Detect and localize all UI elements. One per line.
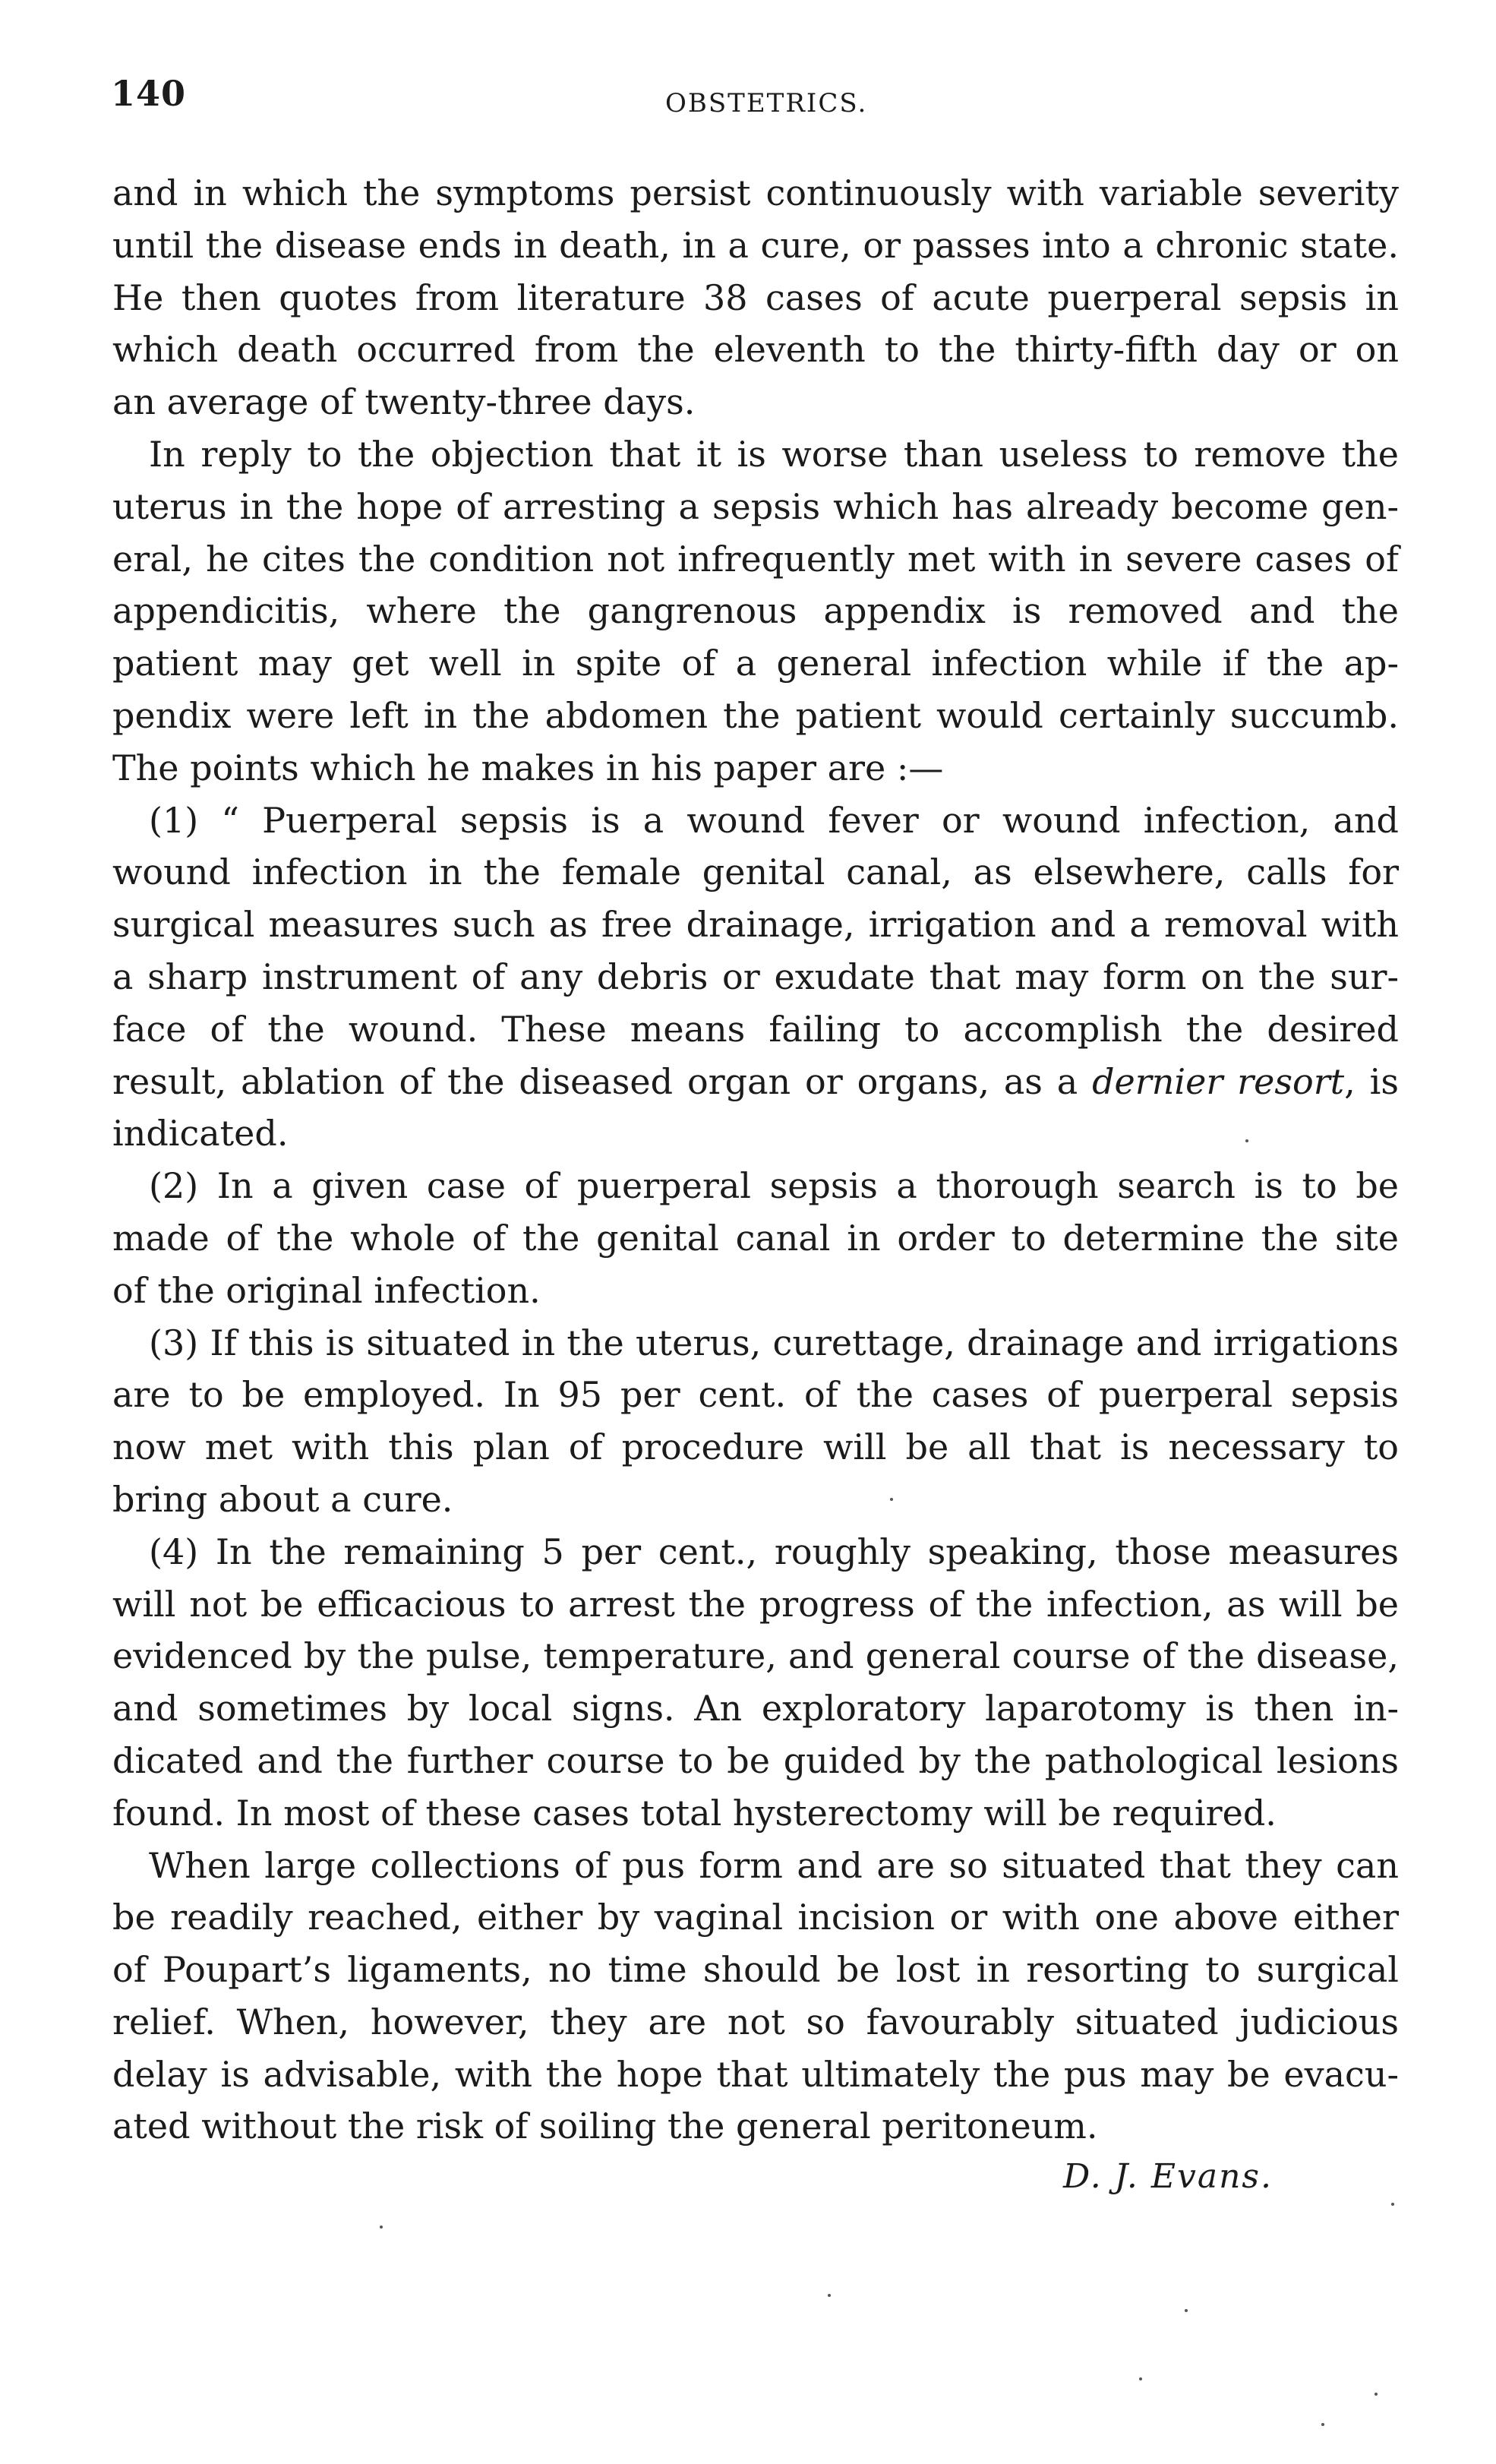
speck	[890, 1498, 893, 1501]
text-line: an average of twenty-three days.	[112, 381, 696, 423]
text-line: wound infection in the female genital canal, as elsewhere, calls for	[112, 851, 1399, 893]
text-line: of the original infection.	[112, 1269, 541, 1311]
body-text	[112, 167, 1399, 2153]
text-line: surgical measures such as free drainage, irrigation and a removal with	[112, 904, 1399, 946]
text-line: (1) “ Puerperal sepsis is a wound fever or wound infection, and	[149, 799, 1399, 841]
page-number: 140	[111, 73, 187, 114]
text-line: be readily reached, either by vaginal incision or with one above either	[112, 1897, 1399, 1938]
text-line: bring about a cure.	[112, 1478, 453, 1520]
speck	[380, 2225, 383, 2229]
text-line: He then quotes from literature 38 cases of acute puerperal sepsis in	[112, 276, 1399, 318]
text-line: When large collections of pus form and are so situated that they can	[149, 1844, 1399, 1886]
text-line: eral, he cites the condition not infrequently met with in severe cases of	[112, 538, 1399, 580]
speck	[1139, 2377, 1142, 2380]
text-line: evidenced by the pulse, temperature, and general course of the disease,	[112, 1635, 1399, 1677]
speck	[1245, 1139, 1248, 1142]
text-line: delay is advisable, with the hope that ultimately the pus may be evacu-	[112, 2053, 1399, 2095]
text-line: of Poupart’s ligaments, no time should be lost in resorting to surgical	[112, 1949, 1399, 1991]
text-line: a sharp instrument of any debris or exudate that may form on the sur-	[112, 956, 1399, 997]
text-line: result, ablation of the diseased organ or organs, as a dernier resort, is	[112, 1060, 1399, 1102]
speck	[1374, 2393, 1378, 2396]
text-line: are to be employed. In 95 per cent. of the cases of puerperal sepsis	[112, 1374, 1399, 1416]
text-line: ated without the risk of soiling the general peritoneum.	[112, 2105, 1098, 2147]
speck	[1321, 2423, 1324, 2426]
text-line: indicated.	[112, 1113, 289, 1155]
text-line: (4) In the remaining 5 per cent., roughly speaking, those measures	[149, 1531, 1399, 1572]
text-line: pendix were left in the abdomen the patient would certainly succumb.	[112, 694, 1399, 736]
text-line: and in which the symptoms persist continuously with variable severity	[112, 172, 1399, 213]
speck	[1391, 2203, 1394, 2206]
text-line: (2) In a given case of puerperal sepsis a thorough search is to be	[149, 1165, 1399, 1207]
text-line: face of the wound. These means failing to accomplish the desired	[112, 1008, 1399, 1050]
text-line: made of the whole of the genital canal in order to determine the site	[112, 1217, 1399, 1259]
running-title: OBSTETRICS.	[665, 88, 868, 118]
speck	[1185, 2309, 1188, 2312]
speck	[828, 2294, 831, 2297]
text-line: until the disease ends in death, in a cure, or passes into a chronic state.	[112, 224, 1399, 266]
text-line: relief. When, however, they are not so favourably situated judicious	[112, 2001, 1399, 2042]
text-line: will not be efficacious to arrest the progress of the infection, as will be	[112, 1583, 1399, 1625]
text-line: which death occurred from the eleventh to the thirty-fifth day or on	[112, 329, 1399, 371]
text-line: In reply to the objection that it is worse than useless to remove the	[149, 433, 1399, 475]
author-signature: D. J. Evans.	[1063, 2157, 1273, 2196]
text-line: and sometimes by local signs. An exploratory laparotomy is then in-	[112, 1688, 1399, 1730]
text-line: now met with this plan of procedure will be all that is necessary to	[112, 1426, 1399, 1468]
text-line: uterus in the hope of arresting a sepsis which has already become gen-	[112, 485, 1399, 527]
running-header	[111, 73, 1402, 126]
italic-phrase: dernier resort	[1092, 1060, 1345, 1102]
text-line: dicated and the further course to be guided by the pathological lesions	[112, 1739, 1399, 1781]
text-line: patient may get well in spite of a general infection while if the ap-	[112, 643, 1399, 684]
text-line: found. In most of these cases total hysterectomy will be required.	[112, 1792, 1277, 1834]
text-line: (3) If this is situated in the uterus, curettage, drainage and irrigations	[149, 1322, 1399, 1363]
text-line: The points which he makes in his paper are :—	[112, 747, 944, 788]
text-line: appendicitis, where the gangrenous appendix is removed and the	[112, 590, 1399, 632]
